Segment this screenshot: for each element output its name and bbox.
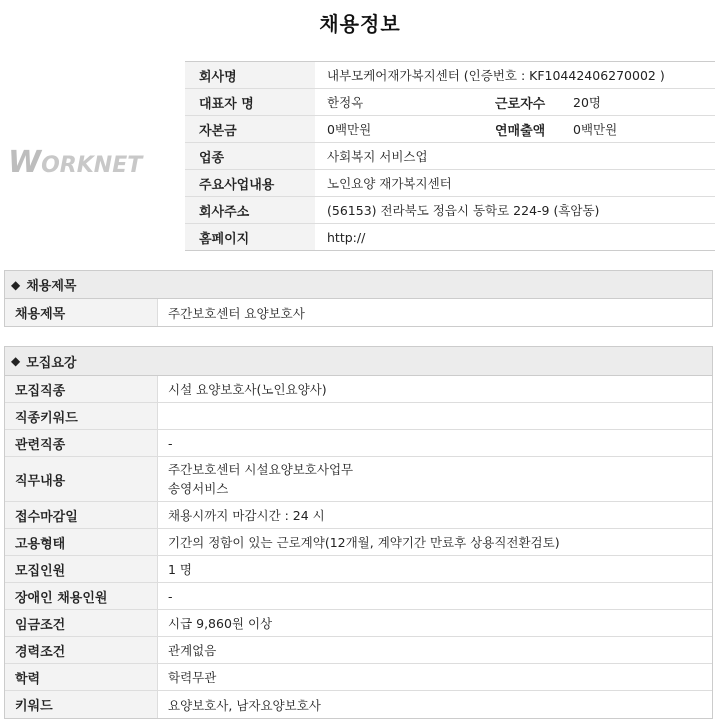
worknet-logo bbox=[8, 146, 163, 178]
title-value: 주간보호센터 요양보호사 bbox=[168, 305, 305, 321]
homepage-link[interactable]: http:// bbox=[327, 229, 366, 245]
row-value: 시설 요양보호사(노인요양사) bbox=[168, 382, 327, 397]
row-label: 모집인원 bbox=[5, 556, 158, 582]
row-label: 관련직종 bbox=[5, 430, 158, 456]
row-value: 채용시까지 마감시간 : 24 시 bbox=[168, 508, 325, 523]
diamond-bullet-icon: ◆ bbox=[11, 354, 21, 368]
row-label: 직무내용 bbox=[5, 457, 158, 501]
title-section-heading: 채용제목 bbox=[26, 279, 77, 294]
table-row bbox=[5, 529, 712, 556]
row-label: 모집직종 bbox=[5, 376, 158, 402]
table-row bbox=[5, 556, 712, 583]
row-value bbox=[158, 457, 712, 501]
table-row bbox=[5, 430, 712, 457]
homepage-label: 홈페이지 bbox=[185, 224, 315, 250]
table-row bbox=[5, 583, 712, 610]
industry-label: 업종 bbox=[185, 143, 315, 169]
row-value: 학력무관 bbox=[168, 670, 217, 685]
sales-value: 0백만원 bbox=[573, 122, 618, 137]
ceo-label: 대표자 명 bbox=[185, 89, 315, 115]
title-label: 채용제목 bbox=[5, 299, 158, 326]
row-value: 요양보호사, 남자요양보호사 bbox=[168, 697, 321, 713]
title-row bbox=[5, 299, 712, 326]
row-value: - bbox=[168, 435, 173, 451]
company-row-address bbox=[185, 197, 715, 224]
industry-value: 사회복지 서비스업 bbox=[327, 149, 428, 164]
capital-value: 0백만원 bbox=[327, 122, 372, 137]
row-value: - bbox=[168, 588, 173, 604]
workers-value: 20명 bbox=[573, 95, 601, 110]
row-label: 장애인 채용인원 bbox=[5, 583, 158, 609]
row-label: 키워드 bbox=[5, 691, 158, 718]
recruit-section bbox=[4, 346, 713, 719]
recruit-section-heading: 모집요강 bbox=[26, 355, 77, 371]
page-title: 채용정보 bbox=[319, 12, 401, 36]
row-label: 고용형태 bbox=[5, 529, 158, 555]
capital-label: 자본금 bbox=[185, 116, 315, 142]
logo-text: ORKNET bbox=[41, 152, 143, 178]
row-label: 경력조건 bbox=[5, 637, 158, 663]
table-row bbox=[5, 691, 712, 718]
row-value: 관계없음 bbox=[168, 643, 217, 658]
table-row bbox=[5, 403, 712, 430]
table-row bbox=[5, 637, 712, 664]
job-duty-line: 송영서비스 bbox=[168, 481, 229, 496]
table-row bbox=[5, 664, 712, 691]
company-row-business bbox=[185, 170, 715, 197]
company-row-homepage bbox=[185, 224, 715, 251]
table-row bbox=[5, 502, 712, 529]
table-row bbox=[5, 376, 712, 403]
row-value: 기간의 정함이 있는 근로계약(12개월, 계약기간 만료후 상용직전환검토) bbox=[168, 535, 560, 550]
row-value: 1 명 bbox=[168, 562, 193, 577]
row-label: 접수마감일 bbox=[5, 502, 158, 528]
company-info-table bbox=[185, 61, 715, 251]
logo-w-letter: W bbox=[8, 144, 42, 180]
title-section-header bbox=[5, 271, 712, 299]
row-label: 직종키워드 bbox=[5, 403, 158, 429]
company-row-industry bbox=[185, 143, 715, 170]
table-row bbox=[5, 457, 712, 502]
company-row-capital bbox=[185, 116, 715, 143]
table-row bbox=[5, 610, 712, 637]
row-label: 임금조건 bbox=[5, 610, 158, 636]
company-name-label: 회사명 bbox=[185, 62, 315, 88]
business-value: 노인요양 재가복지센터 bbox=[327, 176, 452, 191]
address-label: 회사주소 bbox=[185, 197, 315, 223]
address-value: (56153) 전라북도 정읍시 동학로 224-9 (흑암동) bbox=[327, 203, 600, 218]
row-label: 학력 bbox=[5, 664, 158, 690]
business-label: 주요사업내용 bbox=[185, 170, 315, 196]
ceo-value: 한정옥 bbox=[327, 95, 364, 110]
company-name-value: 내부모케어재가복지센터 (인증번호 : KF10442406270002 ) bbox=[327, 68, 665, 83]
row-value: 시급 9,860원 이상 bbox=[168, 616, 273, 631]
company-row-name bbox=[185, 62, 715, 89]
recruit-section-header bbox=[5, 347, 712, 376]
title-section bbox=[4, 270, 713, 327]
workers-label: 근로자수 bbox=[495, 96, 546, 112]
company-row-ceo bbox=[185, 89, 715, 116]
job-duty-line: 주간보호센터 시설요양보호사업무 bbox=[168, 462, 354, 477]
row-value bbox=[158, 403, 712, 429]
diamond-bullet-icon: ◆ bbox=[11, 277, 21, 292]
sales-label: 연매출액 bbox=[495, 123, 546, 139]
